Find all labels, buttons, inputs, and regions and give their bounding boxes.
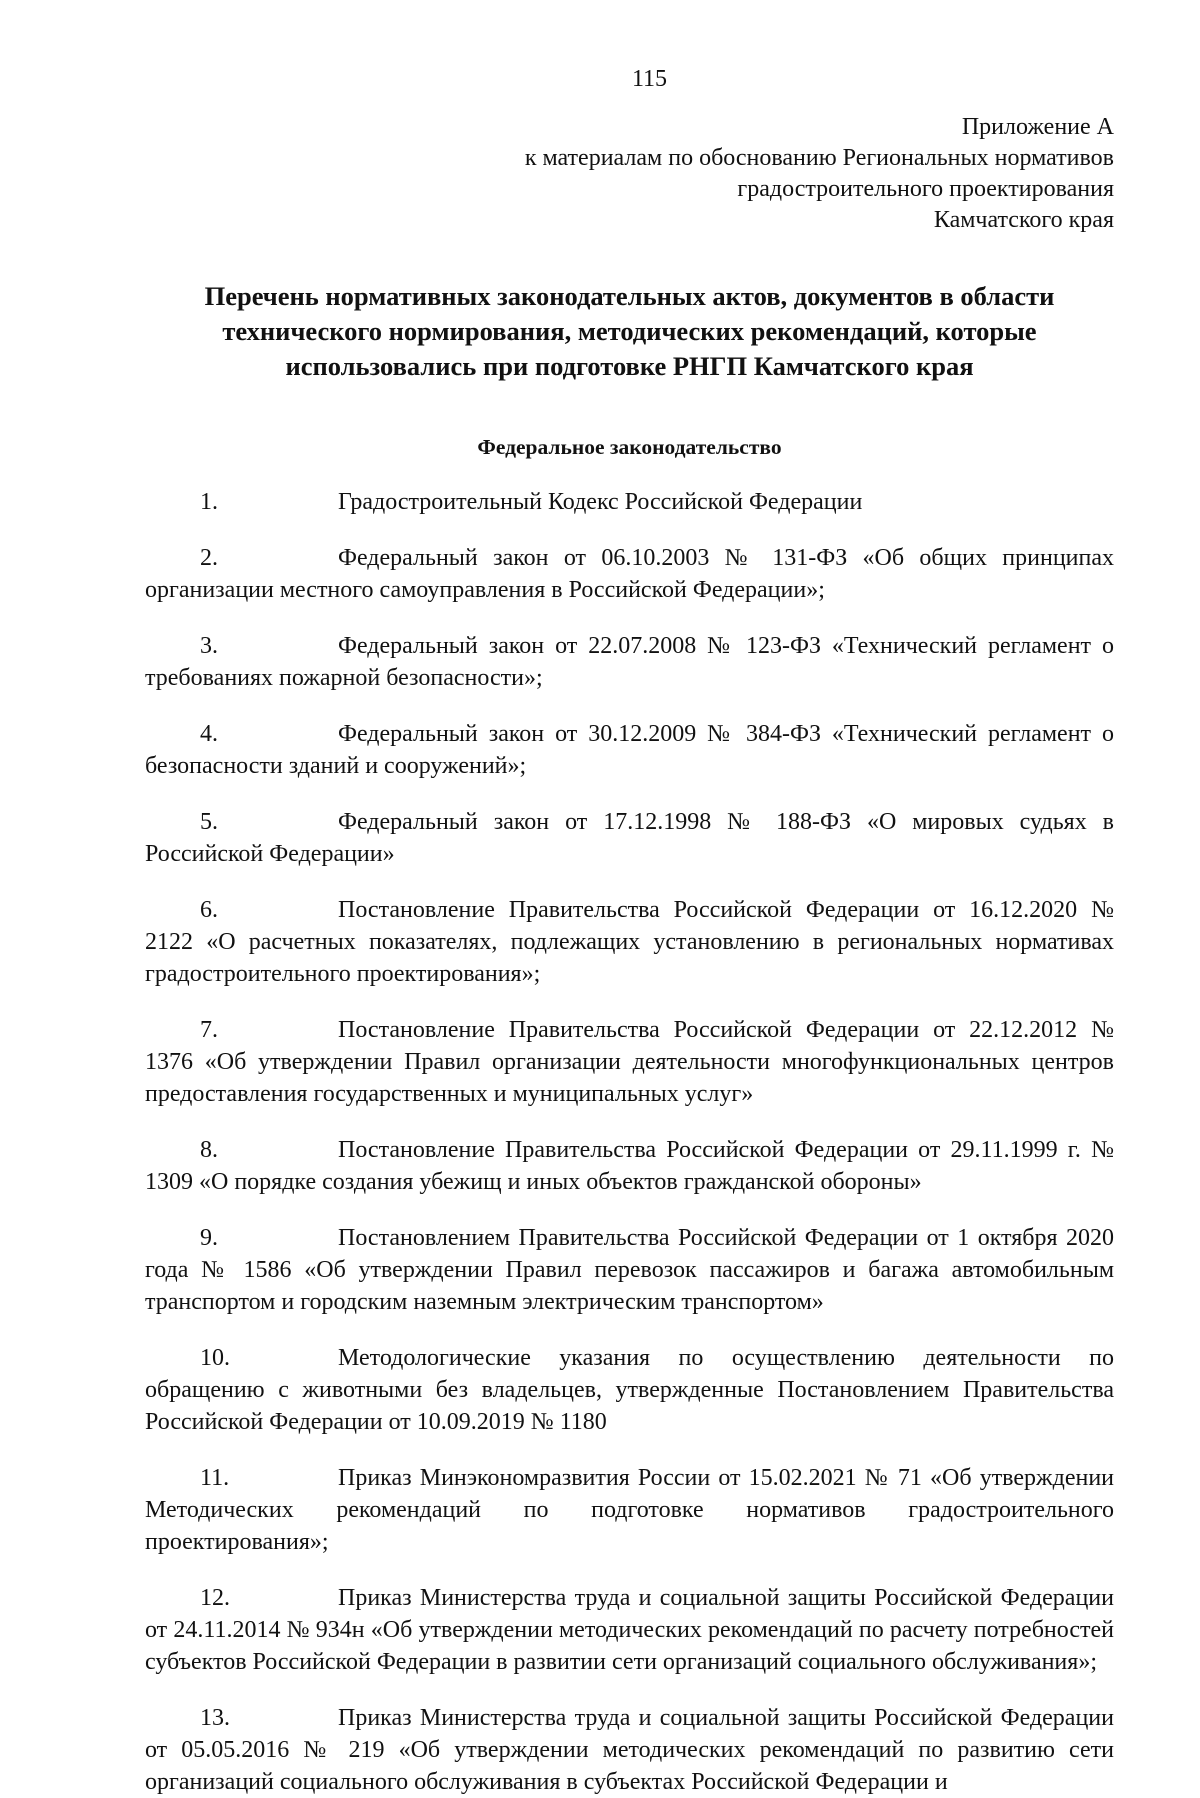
- list-item: [145, 1014, 1114, 1110]
- list-item: [145, 542, 1114, 606]
- list-item: [145, 806, 1114, 870]
- item-text: Градостроительный Кодекс Российской Федерации: [338, 489, 863, 515]
- item-number: 5.: [200, 809, 218, 835]
- item-text: Постановление Правительства Российской Федерации от 22.12.2012 № 1376 «Об утверждении Правил организации деятельности многофункциональных центров предоставления государственных и муниципальных услуг»: [145, 1017, 1114, 1107]
- item-text: Федеральный закон от 17.12.1998 № 188-ФЗ «О мировых судьях в Российской Федерации»: [145, 809, 1114, 867]
- item-text: Федеральный закон от 22.07.2008 № 123-ФЗ «Технический регламент о требованиях пожарной безопасности»;: [145, 633, 1114, 691]
- title-line-2: технического нормирования, методических рекомендаций, которые: [222, 316, 1037, 346]
- appendix-note: [145, 112, 1114, 236]
- item-number: 13.: [200, 1705, 230, 1731]
- item-number: 1.: [200, 489, 218, 515]
- item-number: 8.: [200, 1137, 218, 1163]
- section-heading: Федеральное законодательство: [477, 435, 782, 459]
- item-text: Постановление Правительства Российской Федерации от 16.12.2020 № 2122 «О расчетных показателях, подлежащих установлению в региональных нормативах градостроительного проектирования»;: [145, 897, 1114, 987]
- item-text: Федеральный закон от 30.12.2009 № 384-ФЗ «Технический регламент о безопасности зданий и сооружений»;: [145, 721, 1114, 779]
- appendix-line-1: Приложение А: [961, 114, 1114, 140]
- list-item: [145, 1702, 1114, 1798]
- list-item: [145, 486, 1114, 518]
- list-item: [145, 1222, 1114, 1318]
- list-item: [145, 1342, 1114, 1438]
- item-text: Постановление Правительства Российской Федерации от 29.11.1999 г. № 1309 «О порядке создания убежищ и иных объектов гражданской обороны»: [145, 1137, 1114, 1195]
- item-number: 11.: [200, 1465, 230, 1491]
- item-text: Приказ Министерства труда и социальной защиты Российской Федерации от 05.05.2016 № 219 «Об утверждении методических рекомендаций по развитию сети организаций социального обслуживания в субъектах Российской Федерации и: [145, 1705, 1114, 1795]
- title-line-3: использовались при подготовке РНГП Камчатского края: [285, 351, 974, 381]
- item-number: 9.: [200, 1225, 218, 1251]
- list-item: [145, 630, 1114, 694]
- item-number: 6.: [200, 897, 218, 923]
- item-number: 10.: [200, 1345, 230, 1371]
- item-text: Приказ Министерства труда и социальной защиты Российской Федерации от 24.11.2014 № 934н «Об утверждении методических рекомендаций по расчету потребностей субъектов Российской Федерации в развитии сети организаций социального обслуживания»;: [145, 1585, 1114, 1675]
- item-number: 2.: [200, 545, 218, 571]
- legal-acts-list: [145, 486, 1114, 1798]
- item-text: Приказ Минэкономразвития России от 15.02.2021 № 71 «Об утверждении Методических рекомендаций по подготовке нормативов градостроительного проектирования»;: [145, 1465, 1114, 1555]
- item-number: 3.: [200, 633, 218, 659]
- appendix-line-4: Камчатского края: [933, 207, 1114, 233]
- item-text: Методологические указания по осуществлению деятельности по обращению с животными без владельцев, утвержденные Постановлением Правительства Российской Федерации от 10.09.2019 № 1180: [145, 1345, 1114, 1435]
- title-line-1: Перечень нормативных законодательных актов, документов в области: [204, 281, 1055, 311]
- item-number: 12.: [200, 1585, 230, 1611]
- list-item: [145, 1134, 1114, 1198]
- appendix-line-2: к материалам по обоснованию Региональных нормативов: [524, 145, 1114, 171]
- item-text: Федеральный закон от 06.10.2003 № 131-ФЗ «Об общих принципах организации местного самоуправления в Российской Федерации»;: [145, 545, 1114, 603]
- item-number: 7.: [200, 1017, 218, 1043]
- list-item: [145, 718, 1114, 782]
- list-item: [145, 1462, 1114, 1558]
- list-item: [145, 1582, 1114, 1678]
- item-number: 4.: [200, 721, 218, 747]
- item-text: Постановлением Правительства Российской Федерации от 1 октября 2020 года № 1586 «Об утверждении Правил перевозок пассажиров и багажа автомобильным транспортом и городским наземным электрическим транспортом»: [145, 1225, 1114, 1315]
- document-title: [145, 279, 1114, 384]
- appendix-line-3: градостроительного проектирования: [737, 176, 1114, 202]
- page-number: 115: [631, 66, 668, 92]
- list-item: [145, 894, 1114, 990]
